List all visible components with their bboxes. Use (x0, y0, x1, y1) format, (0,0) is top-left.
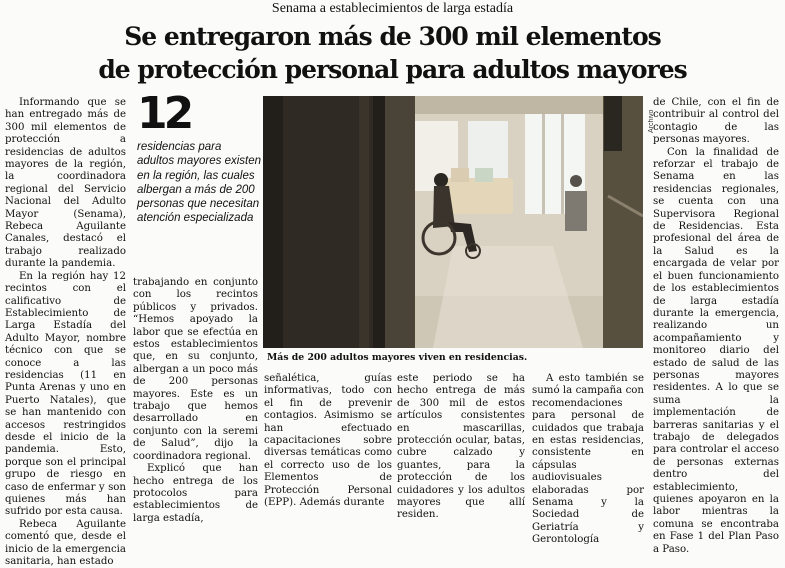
paragraph: En la región hay 12 recintos con el calificativo de Establecimiento de Larga Estadía del Adulto Mayor, nombre técnico con que se conoce a las residencias (11 en Punta Arenas y uno en Puerto Natales), que se han mantenido con accesos restringidos desde el inicio de la pandemia. Esto, porque son el principal grupo de riesgo en caso de enfermar y son quienes más han sufrido por esta causa. (5, 270, 126, 518)
headline-line-1: Se entregaron más de 300 mil elementos (124, 22, 661, 51)
article-column-5 (532, 373, 644, 547)
headline-line-2: de protección personal para adultos mayores (98, 55, 687, 84)
stat-label: residencias para adultos mayores existen en la región, las cuales albergan a más de 200 personas que necesitan atención especializada (137, 141, 262, 225)
paragraph: A esto también se sumó la campaña con recomendaciones para personal de cuidados que trabaja en estas residencias, consistente en cápsulas audiovisuales elaboradas por Senama y la Sociedad de Geriatría y Gerontología (532, 373, 644, 546)
article-column-2 (133, 277, 258, 525)
article-column-1 (5, 97, 126, 568)
photo-caption: Más de 200 adultos mayores viven en residencias. (267, 352, 528, 363)
stat-number: 12 (137, 88, 191, 139)
paragraph: Explicó que han hecho entrega de los protocolos para establecimientos de larga estadía, (133, 463, 258, 524)
article-column-6 (653, 97, 779, 556)
paragraph: trabajando en conjunto con los recintos públicos y privados. “Hemos apoyado la labor que se efectúa en estos establecimientos que, en su conjunto, albergan a un poco más de 200 personas mayores. Este es un trabajo que hemos desarrollado en conjunto con la seremi de Salud”, dijo la coordinadora regional. (133, 277, 258, 462)
paragraph: Informando que se han entregado más de 300 mil elementos de protección a residencias de adultos mayores de la región, la coordinadora regional del Servicio Nacional del Adulto Mayor (Senama), Rebeca Aguilante Canales, destacó el trabajo realizado durante la pandemia. (5, 97, 126, 270)
paragraph: señalética, guías informativas, todo con el fin de prevenir contagios. Asimismo se han efectuado capacitaciones sobre diversas temáticas como el correcto uso de los Elementos de Protección Personal (EPP). Además durante (264, 373, 392, 509)
photo-credit: Archivo (648, 109, 655, 133)
article-column-4 (397, 373, 525, 522)
article-column-3 (264, 373, 392, 509)
paragraph: de Chile, con el fin de contribuir al control del contagio de las personas mayores. (653, 97, 779, 146)
paragraph: Rebeca Aguilante comentó que, desde el inicio de la emergencia sanitaria, han estado (5, 518, 126, 568)
kicker: Senama a establecimientos de larga estadía (271, 1, 514, 16)
residence-photo (263, 96, 643, 348)
paragraph: Con la finalidad de reforzar el trabajo de Senama en las residencias regionales, se cuenta con una Supervisora Regional de Residencias. Esta profesional del área de la Salud es la encargada de velar por el buen funcionamiento de los establecimientos de larga estadía durante la emergencia, realizando un acompañamiento y monitoreo diario del estado de salud de las personas mayores residentes. A lo que se suma la implementación de barreras sanitarias y el trabajo de delegados para controlar el acceso de personas externas dentro del establecimiento, quienes apoyaron en la labor mientras la comuna se encontraba en Fase 1 del Plan Paso a Paso. (653, 146, 779, 555)
paragraph: este periodo se ha hecho entrega de más de 300 mil de estos artículos consistentes en mascarillas, protección ocular, batas, cubre calzado y guantes, para la protección de los cuidadores y los adultos mayores que allí residen. (397, 373, 525, 521)
headline (0, 20, 785, 86)
residence-photo-illustration (263, 96, 643, 348)
